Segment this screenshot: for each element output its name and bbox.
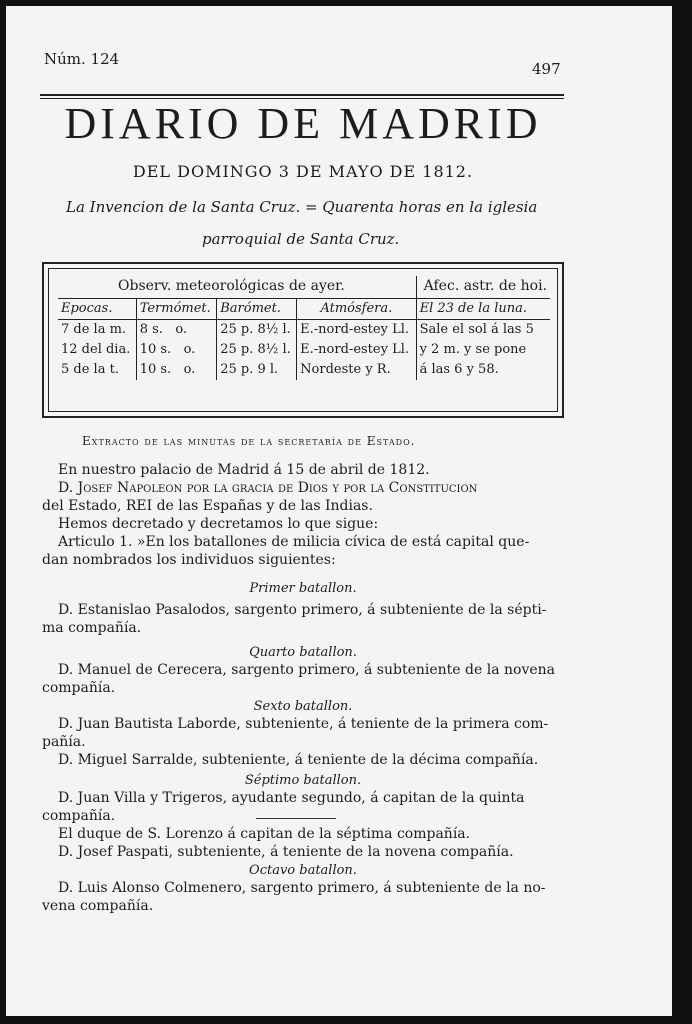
issue-number: Núm. 124 [44,50,120,68]
palacio-line: En nuestro palacio de Madrid á 15 de abril de 1812. [58,462,430,478]
row-term: 10 s. o. [136,360,217,380]
articulo-line-1: Articulo 1. »En los batallones de milicia cívica de está capital que- [58,534,530,550]
entry-line: El duque de S. Lorenzo á capitan de la séptima compañía. [58,826,471,842]
entry-line: compañía. [42,680,116,696]
articulo-line-2: dan nombrados los individuos siguientes: [42,552,336,568]
batallon-heading: Sexto batallon. [253,699,353,714]
row-atmos: E.-nord-estey Ll. [297,320,416,341]
josef-line-1: D. Josef Napoleon por la gracia de Dios y por la Constitucion [58,480,478,496]
entry-line: vena compañía. [42,898,154,914]
newspaper-page [6,6,672,1016]
col-termometro: Termómet. [136,299,217,320]
entry-line: D. Miguel Sarralde, subteniente, á teniente de la décima compañía. [58,752,539,768]
entry-line: D. Juan Villa y Trigeros, ayudante segundo, á capitan de la quinta [58,790,525,806]
entry-line: D. Estanislao Pasalodos, sargento primero, á subteniente de la sépti- [58,602,547,618]
row-epoca: 7 de la m. [61,322,127,337]
feast-line-2: parroquial de Santa Cruz. [202,230,400,248]
astro-line: Sale el sol á las 5 [416,320,550,341]
josef-line-2: del Estado, REI de las Españas y de las Indias. [42,498,373,514]
astro-heading: Afec. astr. de hoi. [416,276,550,299]
entry-line: D. Juan Bautista Laborde, subteniente, á teniente de la primera com- [58,716,549,732]
row-baro: 25 p. 8½ l. [217,340,297,360]
date-line: DEL DOMINGO 3 DE MAYO DE 1812. [132,162,474,181]
entry-line: ma compañía. [42,620,142,636]
extracto-heading: Extracto de las minutas de la secretaría de Estado. [82,434,416,448]
entry-line: D. Josef Paspati, subteniente, á teniente de la novena compañía. [58,844,514,860]
col-atmosfera: Atmósfera. [297,299,416,320]
col-luna: El 23 de la luna. [416,299,550,320]
feast-line-1: La Invencion de la Santa Cruz. = Quarenta horas en la iglesia [66,198,538,216]
astro-line: á las 6 y 58. [416,360,550,380]
row-term: 10 s. o. [136,340,217,360]
entry-line: pañía. [42,734,86,750]
row-baro: 25 p. 8½ l. [217,320,297,341]
page-number: 497 [532,60,561,78]
row-baro: 25 p. 9 l. [217,360,297,380]
row-atmos: E.-nord-estey Ll. [297,340,416,360]
batallon-heading: Séptimo batallon. [244,773,362,788]
weather-table [58,276,550,380]
masthead-title: DIARIO DE MADRID [64,99,542,148]
entry-line: compañía. [42,808,116,824]
batallon-heading: Primer batallon. [249,581,357,596]
astro-line: y 2 m. y se pone [416,340,550,360]
weather-heading: Observ. meteorológicas de ayer. [118,278,345,294]
col-epocas: Epocas. [58,299,136,320]
hemos-line: Hemos decretado y decretamos lo que sigue: [58,516,379,532]
col-barometro: Barómet. [217,299,297,320]
entry-line: D. Manuel de Cerecera, sargento primero, á subteniente de la novena [58,662,555,678]
entry-line: D. Luis Alonso Colmenero, sargento primero, á subteniente de la no- [58,880,546,896]
row-epoca: 12 del dia. [61,342,131,357]
batallon-heading: Quarto batallon. [249,645,357,660]
separator-rule [256,818,336,819]
row-epoca: 5 de la t. [61,362,119,377]
row-term: 8 s. o. [136,320,217,341]
row-atmos: Nordeste y R. [297,360,416,380]
batallon-heading: Octavo batallon. [249,863,357,878]
